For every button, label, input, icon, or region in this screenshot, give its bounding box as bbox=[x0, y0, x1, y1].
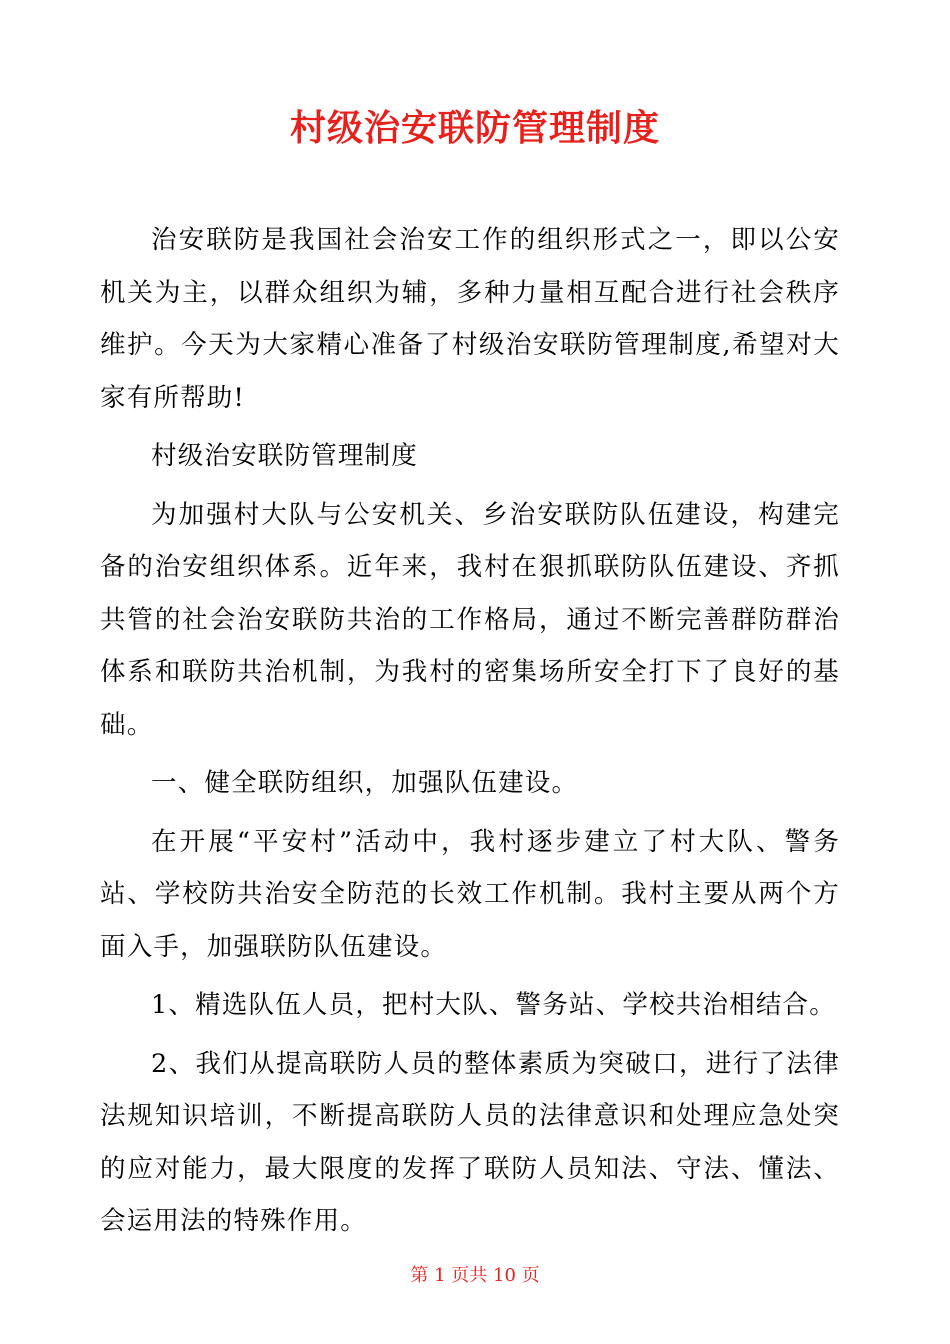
paragraph-item-1: 1、精选队伍人员，把村大队、警务站、学校共治相结合。 bbox=[151, 990, 836, 1020]
paragraph-subtitle: 村级治安联防管理制度 bbox=[151, 441, 419, 471]
paragraph-section-body: 在开展“平安村”活动中，我村逐步建立了村大队、警务站、学校防共治安全防范的长效工作机制。我村主要从两个方面入手，加强联防队伍建设。 bbox=[100, 826, 840, 962]
paragraph-background: 为加强村大队与公安机关、乡治安联防队伍建设，构建完备的治安组织体系。近年来，我村在狠抓联防队伍建设、齐抓共管的社会治安联防共治的工作格局，通过不断完善群防群治体系和联防共治机制，为我村的密集场所安全打下了良好的基础。 bbox=[100, 499, 840, 740]
document-body bbox=[100, 214, 840, 1254]
page-number-footer: 第 1 页共 10 页 bbox=[410, 1265, 540, 1286]
paragraph-intro: 治安联防是我国社会治安工作的组织形式之一，即以公安机关为主，以群众组织为辅，多种力量相互配合进行社会秩序维护。今天为大家精心准备了村级治安联防管理制度,希望对大家有所帮助! bbox=[100, 225, 840, 413]
paragraph-item-2: 2、我们从提高联防人员的整体素质为突破口，进行了法律法规知识培训，不断提高联防人员的法律意识和处理应急处突的应对能力，最大限度的发挥了联防人员知法、守法、懂法、会运用法的特殊作用。 bbox=[100, 1048, 840, 1236]
document-title: 村级治安联防管理制度 bbox=[289, 108, 660, 149]
paragraph-section-heading: 一、健全联防组织，加强队伍建设。 bbox=[151, 768, 579, 798]
